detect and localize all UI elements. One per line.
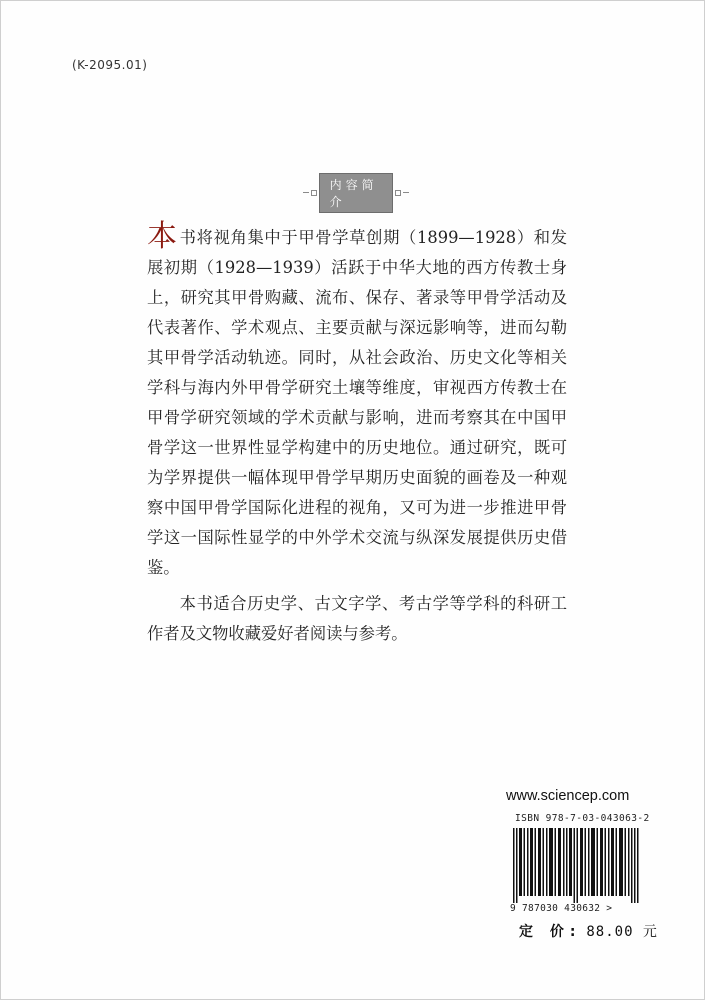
- summary-paragraph-1: [147, 219, 567, 583]
- price-label: 定 价:: [519, 924, 582, 940]
- price-value: 88.00 元: [586, 924, 658, 940]
- summary-paragraph-1-text: 书将视角集中于甲骨学草创期（1899—1928）和发展初期（1928—1939）活跃于中华大地的西方传教士身上，研究其甲骨购藏、流布、保存、著录等甲骨学活动及代表著作、学术观点、主要贡献与深远影响等，进而勾勒其甲骨学活动轨迹。同时，从社会政治、历史文化等相关学科与海内外甲骨学研究土壤等维度，审视西方传教士在甲骨学研究领域的学术贡献与影响，进而考察其在中国甲骨学这一世界性显学构建中的历史地位。通过研究，既可为学界提供一幅体现甲骨学早期历史面貌的画卷及一种观察中国甲骨学国际化进程的视角，又可为进一步推进甲骨学这一国际性显学的中外学术交流与纵深发展提供历史借鉴。: [147, 228, 567, 577]
- summary-paragraph-2: 本书适合历史学、古文字学、考古学等学科的科研工作者及文物收藏爱好者阅读与参考。: [147, 594, 567, 643]
- price: [519, 921, 658, 941]
- banner-line-left: [303, 192, 309, 193]
- isbn-label: ISBN 978-7-03-043063-2: [515, 813, 650, 824]
- summary-text: [147, 219, 567, 649]
- publisher-website: www.sciencep.com: [506, 788, 630, 804]
- classification-code: (K-2095.01): [72, 58, 148, 72]
- banner-line-right: [403, 192, 409, 193]
- intro-title: 内容简介: [319, 173, 394, 213]
- banner-ornament-left: [311, 190, 317, 196]
- barcode-digits: 9 787030 430632 >: [510, 903, 613, 914]
- intro-banner: [303, 177, 409, 209]
- banner-ornament-right: [395, 190, 401, 196]
- isbn-barcode: [513, 828, 639, 903]
- dropcap: 本: [147, 219, 178, 254]
